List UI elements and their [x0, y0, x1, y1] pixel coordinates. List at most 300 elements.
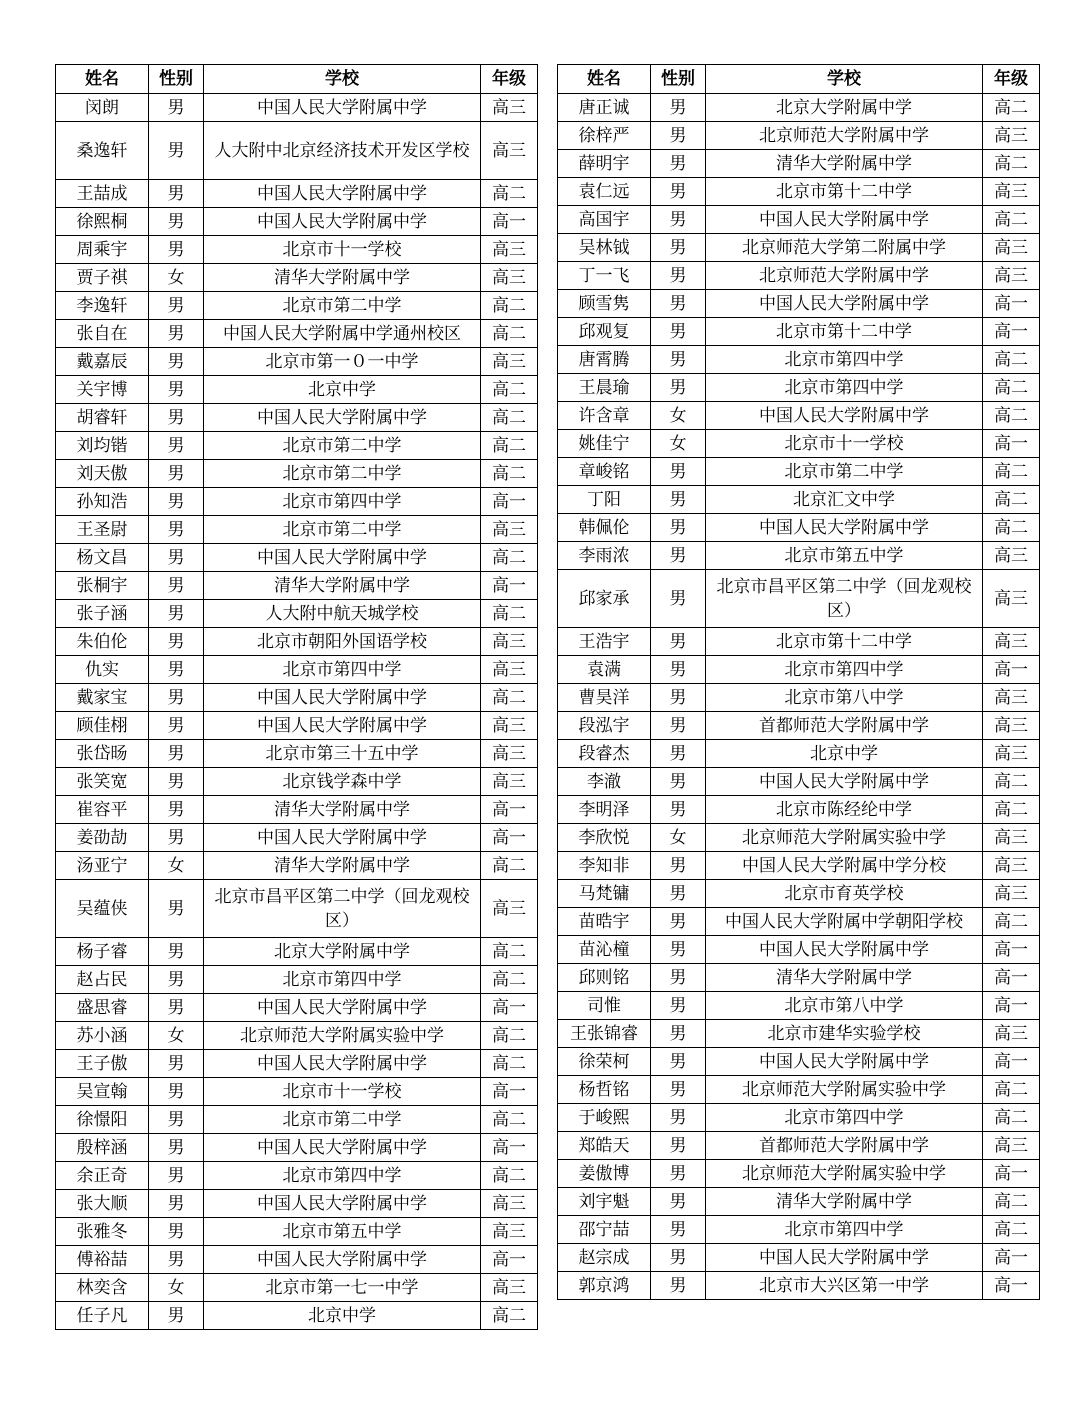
table-row	[56, 460, 538, 488]
student-name: 汤亚宁	[56, 852, 149, 880]
student-school: 北京市育英学校	[706, 880, 983, 908]
student-name: 林奕含	[56, 1274, 149, 1302]
header-gender: 性别	[149, 65, 204, 94]
table-row	[558, 768, 1040, 796]
student-school: 人大附中北京经济技术开发区学校	[204, 122, 481, 180]
student-grade: 高二	[481, 938, 538, 966]
student-name: 姜傲博	[558, 1160, 651, 1188]
student-gender: 男	[149, 966, 204, 994]
student-school: 北京汇文中学	[706, 486, 983, 514]
student-school: 北京市第二中学	[706, 458, 983, 486]
table-row	[558, 824, 1040, 852]
student-school: 中国人民大学附属中学	[204, 1050, 481, 1078]
student-grade: 高三	[481, 236, 538, 264]
student-grade: 高二	[983, 796, 1040, 824]
student-name: 王晨瑜	[558, 374, 651, 402]
student-school: 清华大学附属中学	[706, 964, 983, 992]
student-gender: 男	[149, 544, 204, 572]
student-name: 戴嘉辰	[56, 348, 149, 376]
student-grade: 高三	[481, 94, 538, 122]
student-school: 北京市第十二中学	[706, 178, 983, 206]
student-gender: 男	[651, 262, 706, 290]
student-school: 北京大学附属中学	[204, 938, 481, 966]
student-grade: 高一	[983, 290, 1040, 318]
student-school: 北京师范大学附属中学	[706, 122, 983, 150]
student-school: 北京市第一七一中学	[204, 1274, 481, 1302]
student-gender: 男	[651, 992, 706, 1020]
student-gender: 男	[149, 740, 204, 768]
student-name: 苏小涵	[56, 1022, 149, 1050]
student-school: 北京市第四中学	[706, 374, 983, 402]
student-grade: 高三	[983, 628, 1040, 656]
student-grade: 高二	[983, 1216, 1040, 1244]
table-row	[56, 208, 538, 236]
table-row	[56, 824, 538, 852]
table-row	[558, 712, 1040, 740]
student-school: 首都师范大学附属中学	[706, 1132, 983, 1160]
student-grade: 高二	[983, 346, 1040, 374]
table-row	[558, 1272, 1040, 1300]
student-grade: 高一	[983, 1272, 1040, 1300]
student-gender: 男	[651, 178, 706, 206]
table-row	[56, 684, 538, 712]
student-name: 邵宁喆	[558, 1216, 651, 1244]
student-gender: 男	[149, 824, 204, 852]
student-gender: 男	[651, 458, 706, 486]
student-name: 桑逸轩	[56, 122, 149, 180]
table-row	[558, 346, 1040, 374]
student-school: 北京市第四中学	[204, 656, 481, 684]
student-school: 北京市十一学校	[204, 1078, 481, 1106]
table-row	[558, 1076, 1040, 1104]
student-grade: 高二	[481, 1050, 538, 1078]
table-row	[558, 852, 1040, 880]
student-gender: 男	[149, 460, 204, 488]
table-row	[56, 768, 538, 796]
student-name: 段睿杰	[558, 740, 651, 768]
student-name: 薛明宇	[558, 150, 651, 178]
table-row	[558, 122, 1040, 150]
student-school: 中国人民大学附属中学	[204, 712, 481, 740]
student-gender: 男	[149, 1190, 204, 1218]
student-grade: 高二	[481, 432, 538, 460]
student-grade: 高三	[983, 684, 1040, 712]
student-school: 北京市第二中学	[204, 432, 481, 460]
student-school: 中国人民大学附属中学	[204, 824, 481, 852]
table-row	[56, 122, 538, 180]
student-gender: 男	[149, 122, 204, 180]
student-name: 张岱旸	[56, 740, 149, 768]
table-row	[558, 1132, 1040, 1160]
student-school: 北京师范大学附属实验中学	[706, 824, 983, 852]
table-row	[56, 94, 538, 122]
student-grade: 高三	[983, 234, 1040, 262]
student-name: 崔容平	[56, 796, 149, 824]
table-row	[558, 150, 1040, 178]
student-school: 中国人民大学附属中学	[204, 208, 481, 236]
student-school: 中国人民大学附属中学	[204, 180, 481, 208]
table-row	[558, 908, 1040, 936]
student-name: 丁一飞	[558, 262, 651, 290]
student-name: 赵宗成	[558, 1244, 651, 1272]
student-gender: 男	[651, 1020, 706, 1048]
table-row	[558, 1216, 1040, 1244]
student-school: 中国人民大学附属中学	[706, 290, 983, 318]
table-row	[558, 1244, 1040, 1272]
student-gender: 男	[651, 1048, 706, 1076]
student-school: 清华大学附属中学	[204, 796, 481, 824]
student-gender: 男	[149, 1134, 204, 1162]
table-row	[56, 1162, 538, 1190]
student-grade: 高一	[481, 994, 538, 1022]
table-row	[56, 1302, 538, 1330]
student-name: 袁仁远	[558, 178, 651, 206]
student-gender: 女	[149, 264, 204, 292]
student-name: 闵朗	[56, 94, 149, 122]
student-grade: 高二	[481, 1302, 538, 1330]
table-row	[558, 656, 1040, 684]
table-row	[56, 1078, 538, 1106]
student-grade: 高三	[983, 542, 1040, 570]
student-name: 于峻熙	[558, 1104, 651, 1132]
student-grade: 高三	[481, 656, 538, 684]
student-school: 北京市第五中学	[706, 542, 983, 570]
table-row	[558, 178, 1040, 206]
student-grade: 高二	[983, 206, 1040, 234]
student-name: 许含章	[558, 402, 651, 430]
header-name: 姓名	[56, 65, 149, 94]
student-grade: 高三	[983, 712, 1040, 740]
student-gender: 女	[149, 1274, 204, 1302]
student-grade: 高二	[983, 768, 1040, 796]
student-school: 北京市陈经纶中学	[706, 796, 983, 824]
student-gender: 男	[651, 374, 706, 402]
student-school: 北京市建华实验学校	[706, 1020, 983, 1048]
student-school: 北京市第八中学	[706, 992, 983, 1020]
table-row	[558, 936, 1040, 964]
table-row	[558, 1048, 1040, 1076]
student-name: 姚佳宁	[558, 430, 651, 458]
student-name: 张雅冬	[56, 1218, 149, 1246]
student-grade: 高一	[983, 1048, 1040, 1076]
student-grade: 高二	[983, 94, 1040, 122]
student-grade: 高二	[983, 150, 1040, 178]
student-school: 北京市第四中学	[706, 656, 983, 684]
student-grade: 高二	[983, 1104, 1040, 1132]
student-grade: 高三	[983, 262, 1040, 290]
table-row	[56, 572, 538, 600]
student-gender: 男	[149, 348, 204, 376]
student-school: 北京市昌平区第二中学（回龙观校区）	[706, 570, 983, 628]
student-table-left	[55, 64, 538, 1330]
student-gender: 男	[651, 570, 706, 628]
student-gender: 男	[651, 122, 706, 150]
student-gender: 男	[651, 290, 706, 318]
student-gender: 男	[651, 908, 706, 936]
student-school: 中国人民大学附属中学	[706, 768, 983, 796]
student-school: 中国人民大学附属中学	[204, 1134, 481, 1162]
student-grade: 高三	[481, 628, 538, 656]
table-row	[558, 402, 1040, 430]
student-gender: 男	[149, 994, 204, 1022]
table-row	[558, 1188, 1040, 1216]
student-name: 马梵镛	[558, 880, 651, 908]
table-header-row	[56, 65, 538, 94]
table-row	[558, 94, 1040, 122]
student-school: 中国人民大学附属中学	[706, 1048, 983, 1076]
student-grade: 高二	[481, 600, 538, 628]
student-grade: 高二	[481, 684, 538, 712]
student-school: 北京市大兴区第一中学	[706, 1272, 983, 1300]
table-row	[56, 516, 538, 544]
student-grade: 高三	[481, 122, 538, 180]
student-grade: 高二	[481, 376, 538, 404]
student-name: 王圣尉	[56, 516, 149, 544]
table-row	[56, 348, 538, 376]
table-row	[558, 374, 1040, 402]
table-row	[558, 290, 1040, 318]
student-school: 清华大学附属中学	[204, 852, 481, 880]
student-grade: 高三	[983, 1132, 1040, 1160]
header-grade: 年级	[481, 65, 538, 94]
student-school: 北京市第四中学	[706, 346, 983, 374]
student-school: 北京市第四中学	[706, 1216, 983, 1244]
table-row	[56, 880, 538, 938]
student-grade: 高一	[481, 796, 538, 824]
student-grade: 高一	[983, 656, 1040, 684]
student-name: 张笑宽	[56, 768, 149, 796]
student-school: 北京中学	[706, 740, 983, 768]
student-name: 王喆成	[56, 180, 149, 208]
table-row	[56, 320, 538, 348]
student-school: 中国人民大学附属中学	[204, 544, 481, 572]
student-name: 李欣悦	[558, 824, 651, 852]
student-name: 赵占民	[56, 966, 149, 994]
student-gender: 男	[651, 150, 706, 178]
student-name: 郑皓天	[558, 1132, 651, 1160]
table-row	[56, 994, 538, 1022]
student-name: 徐憬阳	[56, 1106, 149, 1134]
student-grade: 高二	[983, 374, 1040, 402]
student-name: 杨子睿	[56, 938, 149, 966]
table-row	[558, 570, 1040, 628]
student-name: 杨文昌	[56, 544, 149, 572]
table-row	[56, 740, 538, 768]
student-name: 吴蕴侠	[56, 880, 149, 938]
student-gender: 男	[651, 1244, 706, 1272]
student-name: 苗晧宇	[558, 908, 651, 936]
student-school: 北京师范大学附属中学	[706, 262, 983, 290]
table-row	[558, 1020, 1040, 1048]
student-grade: 高二	[481, 544, 538, 572]
student-school: 首都师范大学附属中学	[706, 712, 983, 740]
student-school: 北京市第三十五中学	[204, 740, 481, 768]
student-gender: 男	[149, 376, 204, 404]
student-gender: 男	[149, 600, 204, 628]
table-row	[56, 236, 538, 264]
student-gender: 男	[149, 796, 204, 824]
student-grade: 高二	[983, 514, 1040, 542]
student-grade: 高一	[983, 1244, 1040, 1272]
student-name: 苗沁橦	[558, 936, 651, 964]
student-gender: 男	[149, 656, 204, 684]
table-row	[56, 1246, 538, 1274]
student-gender: 男	[651, 94, 706, 122]
student-school: 北京市第二中学	[204, 516, 481, 544]
student-school: 中国人民大学附属中学	[204, 994, 481, 1022]
student-gender: 女	[651, 824, 706, 852]
student-grade: 高二	[481, 1106, 538, 1134]
student-name: 丁阳	[558, 486, 651, 514]
student-grade: 高三	[983, 570, 1040, 628]
table-row	[56, 712, 538, 740]
student-grade: 高一	[983, 430, 1040, 458]
student-gender: 女	[149, 1022, 204, 1050]
student-school: 清华大学附属中学	[204, 264, 481, 292]
table-row	[56, 938, 538, 966]
student-gender: 男	[149, 320, 204, 348]
table-row	[56, 600, 538, 628]
student-gender: 男	[149, 684, 204, 712]
student-grade: 高二	[983, 402, 1040, 430]
student-grade: 高一	[983, 318, 1040, 346]
student-name: 刘宇魁	[558, 1188, 651, 1216]
student-gender: 男	[149, 1162, 204, 1190]
student-school: 北京市朝阳外国语学校	[204, 628, 481, 656]
student-grade: 高三	[481, 740, 538, 768]
student-name: 邱家承	[558, 570, 651, 628]
student-gender: 男	[149, 628, 204, 656]
student-grade: 高三	[481, 264, 538, 292]
student-name: 章峻铭	[558, 458, 651, 486]
student-gender: 男	[651, 628, 706, 656]
student-name: 李澈	[558, 768, 651, 796]
student-school: 北京钱学森中学	[204, 768, 481, 796]
student-grade: 高二	[481, 966, 538, 994]
student-grade: 高二	[983, 458, 1040, 486]
student-name: 李知非	[558, 852, 651, 880]
student-school: 北京市第四中学	[204, 966, 481, 994]
student-grade: 高一	[983, 992, 1040, 1020]
student-name: 徐梓严	[558, 122, 651, 150]
student-grade: 高一	[481, 1078, 538, 1106]
student-name: 唐正诚	[558, 94, 651, 122]
student-school: 北京师范大学附属实验中学	[706, 1160, 983, 1188]
student-name: 袁满	[558, 656, 651, 684]
student-gender: 男	[651, 206, 706, 234]
student-school: 中国人民大学附属中学	[204, 684, 481, 712]
student-name: 戴家宝	[56, 684, 149, 712]
student-gender: 女	[149, 852, 204, 880]
table-row	[56, 796, 538, 824]
student-name: 李明泽	[558, 796, 651, 824]
student-grade: 高二	[481, 320, 538, 348]
student-school: 北京市第八中学	[706, 684, 983, 712]
student-name: 徐熙桐	[56, 208, 149, 236]
student-grade: 高二	[481, 180, 538, 208]
student-gender: 男	[149, 208, 204, 236]
table-row	[558, 964, 1040, 992]
student-name: 王子傲	[56, 1050, 149, 1078]
student-name: 曹昊洋	[558, 684, 651, 712]
student-gender: 男	[149, 880, 204, 938]
student-school: 北京市昌平区第二中学（回龙观校区）	[204, 880, 481, 938]
student-grade: 高一	[481, 488, 538, 516]
student-grade: 高三	[983, 852, 1040, 880]
student-school: 清华大学附属中学	[706, 150, 983, 178]
student-school: 北京师范大学第二附属中学	[706, 234, 983, 262]
student-gender: 男	[149, 938, 204, 966]
table-row	[558, 514, 1040, 542]
student-gender: 男	[651, 796, 706, 824]
table-header-row	[558, 65, 1040, 94]
student-gender: 女	[651, 430, 706, 458]
student-school: 中国人民大学附属中学	[706, 514, 983, 542]
student-school: 北京大学附属中学	[706, 94, 983, 122]
table-row	[56, 488, 538, 516]
student-school: 北京市第四中学	[204, 488, 481, 516]
table-row	[558, 684, 1040, 712]
student-grade: 高一	[481, 1246, 538, 1274]
student-grade: 高三	[481, 712, 538, 740]
student-name: 顾佳栩	[56, 712, 149, 740]
student-school: 北京市第二中学	[204, 460, 481, 488]
table-row	[56, 1218, 538, 1246]
student-school: 北京市第二中学	[204, 1106, 481, 1134]
student-gender: 男	[149, 236, 204, 264]
header-school: 学校	[706, 65, 983, 94]
student-grade: 高一	[481, 572, 538, 600]
student-school: 北京市第十二中学	[706, 318, 983, 346]
header-grade: 年级	[983, 65, 1040, 94]
student-school: 北京市第四中学	[706, 1104, 983, 1132]
student-grade: 高三	[983, 824, 1040, 852]
student-school: 中国人民大学附属中学	[204, 404, 481, 432]
student-name: 张子涵	[56, 600, 149, 628]
student-name: 司惟	[558, 992, 651, 1020]
table-row	[56, 966, 538, 994]
student-grade: 高三	[983, 122, 1040, 150]
student-gender: 男	[149, 1302, 204, 1330]
student-gender: 男	[651, 684, 706, 712]
student-grade: 高一	[481, 824, 538, 852]
student-grade: 高一	[481, 1134, 538, 1162]
student-school: 中国人民大学附属中学分校	[706, 852, 983, 880]
student-name: 殷梓涵	[56, 1134, 149, 1162]
student-school: 中国人民大学附属中学通州校区	[204, 320, 481, 348]
student-grade: 高三	[481, 768, 538, 796]
table-row	[56, 628, 538, 656]
student-gender: 男	[651, 712, 706, 740]
student-gender: 男	[149, 1246, 204, 1274]
table-row	[558, 430, 1040, 458]
student-gender: 男	[651, 1216, 706, 1244]
student-name: 唐霄腾	[558, 346, 651, 374]
student-grade: 高一	[481, 208, 538, 236]
student-gender: 男	[149, 1218, 204, 1246]
student-gender: 男	[651, 542, 706, 570]
student-name: 余正奇	[56, 1162, 149, 1190]
student-name: 周乘宇	[56, 236, 149, 264]
student-name: 王浩宇	[558, 628, 651, 656]
table-row	[56, 1134, 538, 1162]
student-gender: 男	[149, 404, 204, 432]
student-grade: 高三	[481, 1218, 538, 1246]
student-grade: 高三	[481, 348, 538, 376]
student-name: 徐荣柯	[558, 1048, 651, 1076]
header-school: 学校	[204, 65, 481, 94]
table-row	[558, 992, 1040, 1020]
